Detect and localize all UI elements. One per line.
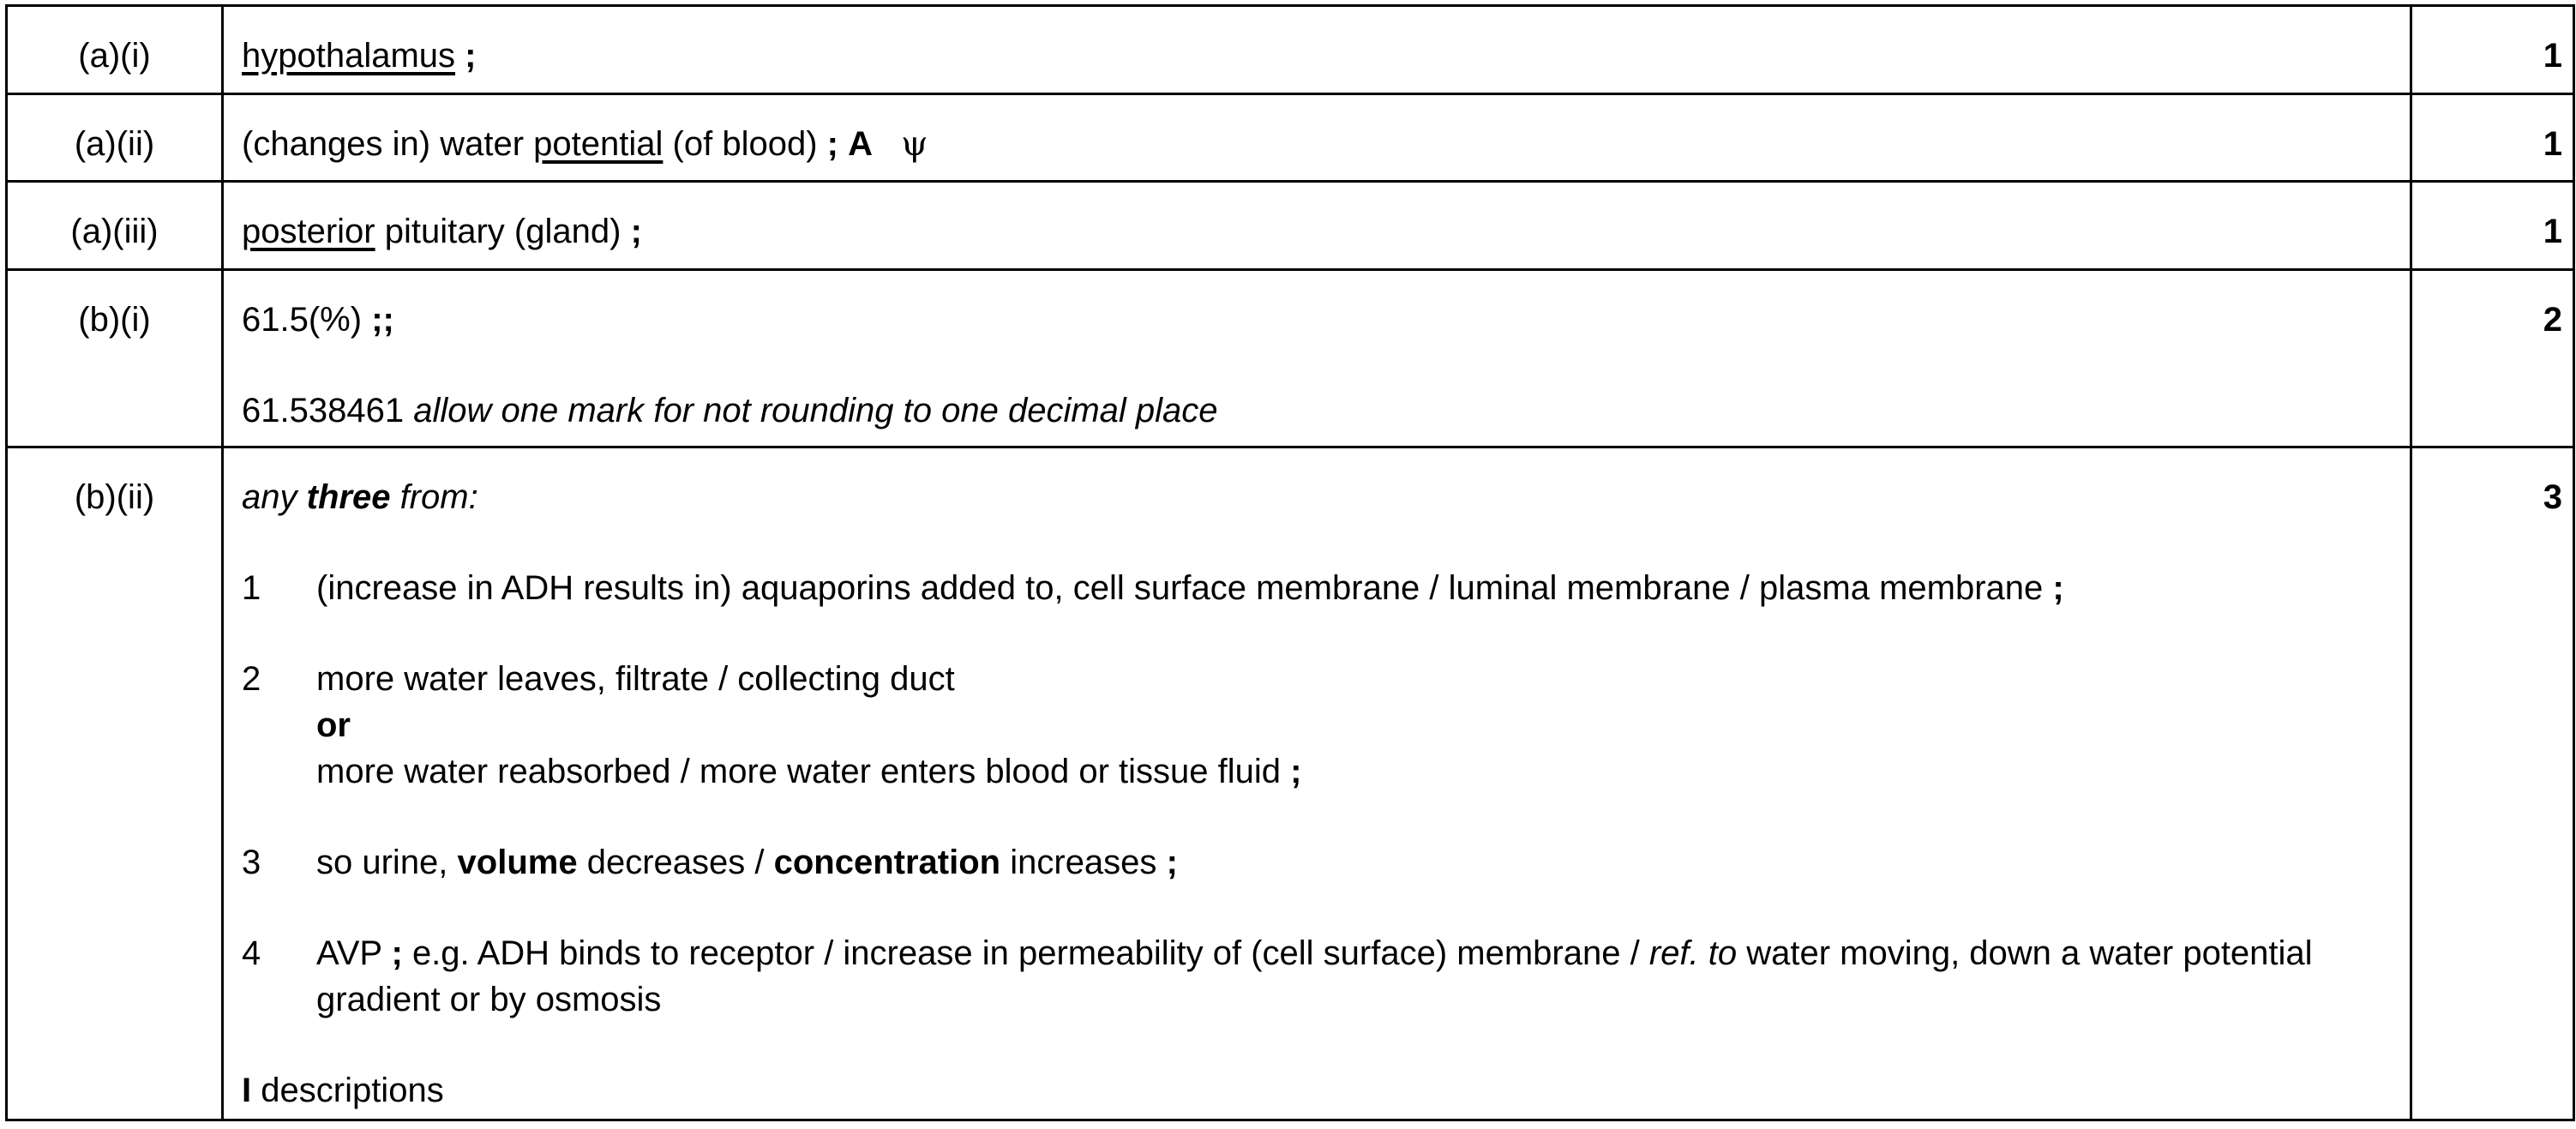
instruction-emphasis: three (306, 478, 391, 516)
question-number: (b)(ii) (7, 447, 223, 1120)
point-text (316, 565, 2393, 611)
table-row (7, 6, 2574, 94)
mark-separator: ; (1290, 753, 1302, 790)
table-row (7, 182, 2574, 270)
mark-separator: ; (630, 213, 642, 250)
point-number: 4 (242, 934, 261, 972)
answer-term: posterior (242, 213, 375, 250)
point-number: 2 (242, 660, 261, 698)
mark-scheme-table (5, 4, 2575, 1121)
answer-cell (223, 270, 2411, 447)
answer-line (242, 297, 2393, 343)
point-number: 3 (242, 844, 261, 881)
table-row (7, 447, 2574, 1120)
instruction-text: any (242, 478, 297, 516)
marking-point (242, 656, 2393, 795)
question-number: (a)(i) (7, 6, 223, 94)
point-body: water moving, down a water potential gradient or by osmosis (316, 934, 2313, 1018)
marking-point (242, 839, 2393, 886)
italic-phrase: ref. to (1648, 934, 1738, 972)
note-value: 61.538461 (242, 392, 405, 429)
mark-separator: ; (826, 125, 838, 163)
answer-text: (of blood) (672, 125, 818, 163)
ignore-line (242, 1067, 2393, 1114)
psi-symbol: ψ (901, 124, 928, 164)
point-body: (increase in ADH results in) aquaporins added to, cell surface membrane / luminal membrane / plasma membrane (316, 569, 2044, 607)
marks-value: 3 (2411, 447, 2574, 1120)
answer-term: potential (533, 125, 664, 163)
point-body: increases (1010, 844, 1157, 881)
marks-value: 2 (2411, 270, 2574, 447)
question-number: (a)(ii) (7, 94, 223, 182)
answer-text: (changes in) water (242, 125, 525, 163)
ignore-label: I (242, 1072, 252, 1109)
answer-term: hypothalamus (242, 37, 456, 75)
marking-point (242, 565, 2393, 611)
mark-separator: ; (2052, 569, 2064, 607)
answer-cell (223, 447, 2411, 1120)
point-alternative (316, 748, 2393, 795)
table-row (7, 94, 2574, 182)
ignore-text: descriptions (261, 1072, 444, 1109)
marks-value: 1 (2411, 6, 2574, 94)
mark-separator: ; (1166, 844, 1178, 881)
instruction-text: from: (399, 478, 478, 516)
mark-separator: ;; (371, 301, 394, 339)
marks-value: 1 (2411, 94, 2574, 182)
mark-separator: ; (391, 934, 403, 972)
accept-label: A (848, 125, 873, 163)
or-label: or (316, 706, 351, 744)
answer-cell (223, 94, 2411, 182)
mark-separator: ; (465, 37, 477, 75)
point-body: so urine, (316, 844, 448, 881)
table-row (7, 270, 2574, 447)
marking-point (242, 930, 2393, 1023)
answer-cell (223, 182, 2411, 270)
point-body: more water reabsorbed / more water enters blood or tissue fluid (316, 753, 1281, 790)
point-body: AVP (316, 934, 382, 972)
note-text: allow one mark for not rounding to one decimal place (413, 392, 1218, 429)
point-body: e.g. ADH binds to receptor / increase in permeability of (cell surface) membrane / (411, 934, 1640, 972)
point-body: decreases / (586, 844, 765, 881)
key-term: concentration (773, 844, 1001, 881)
point-text (316, 930, 2393, 1023)
marks-value: 1 (2411, 182, 2574, 270)
instruction-line (242, 474, 2393, 520)
point-number: 1 (242, 569, 261, 607)
key-term: volume (457, 844, 578, 881)
point-text (316, 839, 2393, 886)
question-number: (b)(i) (7, 270, 223, 447)
answer-cell (223, 6, 2411, 94)
point-body: more water leaves, filtrate / collecting duct (316, 660, 955, 698)
point-text (316, 656, 2393, 795)
answer-text: pituitary (gland) (384, 213, 621, 250)
question-number: (a)(iii) (7, 182, 223, 270)
guidance-note (242, 387, 2393, 434)
answer-value: 61.5(%) (242, 301, 363, 339)
